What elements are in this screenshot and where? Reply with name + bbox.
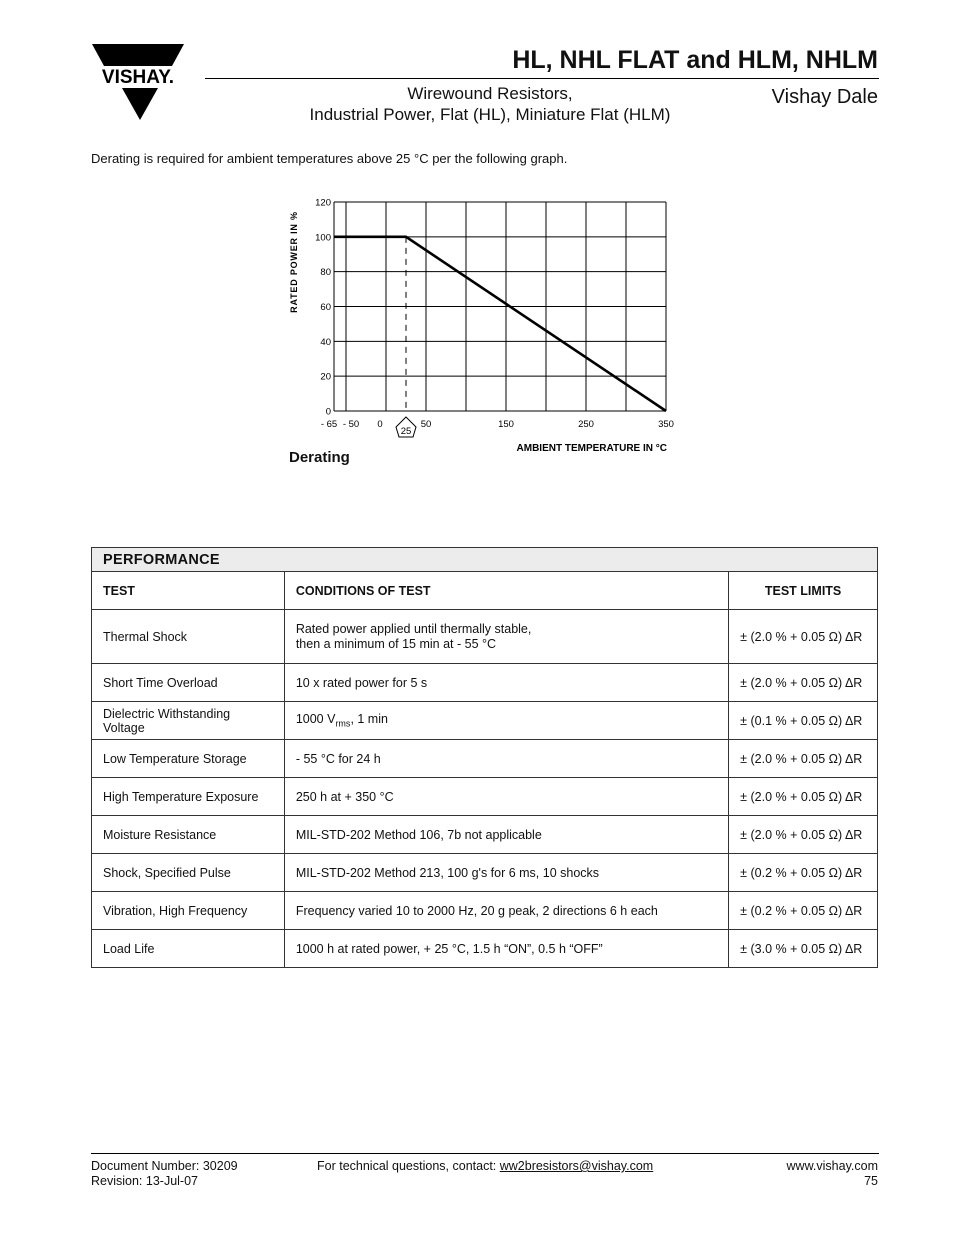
table-row — [92, 702, 878, 740]
vishay-logo — [92, 44, 184, 120]
grid-horizontal — [334, 202, 666, 411]
cell-conditions — [284, 610, 728, 664]
x-tick-label: 250 — [578, 419, 594, 430]
table-header-row — [92, 572, 878, 610]
cell-limit: ± (0.2 % + 0.05 Ω) ΔR — [729, 892, 878, 930]
cell-limit: ± (2.0 % + 0.05 Ω) ΔR — [729, 816, 878, 854]
x-tick-label: - 50 — [342, 419, 360, 430]
x-tick-label: 350 — [658, 419, 674, 430]
y-tick-labels — [315, 198, 331, 418]
footer-contact — [317, 1159, 653, 1174]
y-axis-label: RATED POWER IN % — [289, 211, 299, 313]
y-tick-label: 120 — [315, 197, 331, 209]
y-tick-label: 40 — [320, 336, 331, 348]
x-tick-labels — [321, 419, 674, 430]
footer-left — [91, 1159, 238, 1189]
header-rule — [205, 78, 879, 79]
header-limits: TEST LIMITS — [729, 572, 878, 610]
header-test: TEST — [92, 572, 285, 610]
cell-test: Vibration, High Frequency — [92, 892, 285, 930]
intro-text: Derating is required for ambient temperatures above 25 °C per the following graph. — [91, 151, 568, 166]
footer-right — [787, 1159, 878, 1189]
cell-test: Low Temperature Storage — [92, 740, 285, 778]
cond-pre: 1000 V — [295, 712, 336, 727]
cell-test: Short Time Overload — [92, 664, 285, 702]
cell-test: Thermal Shock — [92, 610, 285, 664]
y-tick-label: 60 — [320, 302, 331, 313]
cell-conditions: 10 x rated power for 5 s — [284, 664, 728, 702]
x-tick-label: 0 — [377, 419, 383, 430]
cell-conditions: 250 h at + 350 °C — [284, 778, 728, 816]
x-tick-label: 150 — [498, 419, 514, 430]
x-tick-label: 50 — [420, 419, 432, 430]
doc-number: Document Number: 30209 — [91, 1159, 238, 1173]
cell-limit: ± (0.1 % + 0.05 Ω) ΔR — [729, 702, 878, 740]
cell-test: Moisture Resistance — [92, 816, 285, 854]
cell-limit: ± (3.0 % + 0.05 Ω) ΔR — [729, 930, 878, 968]
cell-test: Shock, Specified Pulse — [92, 854, 285, 892]
condition-line-2: then a minimum of 15 min at - 55 °C — [295, 636, 497, 651]
y-tick-label: 100 — [315, 232, 331, 244]
table-row — [92, 892, 878, 930]
marker-25-badge — [396, 417, 416, 437]
cond-sub: rms — [335, 718, 351, 729]
cell-conditions: MIL-STD-202 Method 106, 7b not applicable — [284, 816, 728, 854]
condition-line-1: Rated power applied until thermally stable, — [295, 621, 532, 636]
cond-post: , 1 min — [350, 712, 388, 727]
cell-limit: ± (2.0 % + 0.05 Ω) ΔR — [729, 610, 878, 664]
page-number: 75 — [864, 1174, 878, 1188]
logo-text: VISHAY. — [101, 67, 175, 88]
table-title: PERFORMANCE — [92, 548, 878, 572]
cell-conditions: Frequency varied 10 to 2000 Hz, 20 g peak, 2 directions 6 h each — [284, 892, 728, 930]
brand-name: Vishay Dale — [771, 86, 878, 108]
cell-conditions: MIL-STD-202 Method 213, 100 g's for 6 ms, 10 shocks — [284, 854, 728, 892]
cell-limit: ± (2.0 % + 0.05 Ω) ΔR — [729, 778, 878, 816]
header-conditions: CONDITIONS OF TEST — [284, 572, 728, 610]
table-row — [92, 930, 878, 968]
cell-conditions: - 55 °C for 24 h — [284, 740, 728, 778]
table-row — [92, 778, 878, 816]
table-title-row — [92, 548, 878, 572]
subtitle-line-1: Wirewound Resistors, — [407, 84, 573, 103]
subtitle-line-2: Industrial Power, Flat (HL), Miniature Flat (HLM) — [309, 105, 671, 124]
cell-test: Dielectric Withstanding Voltage — [92, 702, 285, 740]
cell-limit: ± (0.2 % + 0.05 Ω) ΔR — [729, 854, 878, 892]
table-row — [92, 610, 878, 664]
page-subtitle — [270, 83, 710, 125]
revision: Revision: 13-Jul-07 — [91, 1174, 198, 1188]
table-row — [92, 854, 878, 892]
table-row — [92, 740, 878, 778]
cell-conditions — [284, 702, 728, 740]
y-tick-label: 0 — [325, 406, 331, 418]
marker-label: 25 — [400, 426, 412, 437]
contact-prefix: For technical questions, contact: — [317, 1159, 500, 1173]
derating-curve — [334, 237, 666, 411]
derating-chart — [280, 190, 700, 470]
y-tick-label: 20 — [320, 371, 331, 383]
website-link[interactable]: www.vishay.com — [786, 1159, 878, 1173]
cell-limit: ± (2.0 % + 0.05 Ω) ΔR — [729, 664, 878, 702]
cell-test: Load Life — [92, 930, 285, 968]
performance-table — [91, 547, 878, 968]
chart-caption: Derating — [289, 449, 350, 466]
cell-conditions: 1000 h at rated power, + 25 °C, 1.5 h “ON”, 0.5 h “OFF” — [284, 930, 728, 968]
x-tick-label: - 65 — [320, 419, 338, 430]
page-title: HL, NHL FLAT and HLM, NHLM — [512, 46, 878, 74]
cell-test: High Temperature Exposure — [92, 778, 285, 816]
table-row — [92, 664, 878, 702]
footer-rule — [91, 1153, 879, 1154]
x-axis-label: AMBIENT TEMPERATURE IN °C — [516, 443, 667, 454]
table-row — [92, 816, 878, 854]
cell-limit: ± (2.0 % + 0.05 Ω) ΔR — [729, 740, 878, 778]
y-tick-label: 80 — [320, 267, 331, 279]
contact-email-link[interactable]: ww2bresistors@vishay.com — [499, 1159, 654, 1173]
